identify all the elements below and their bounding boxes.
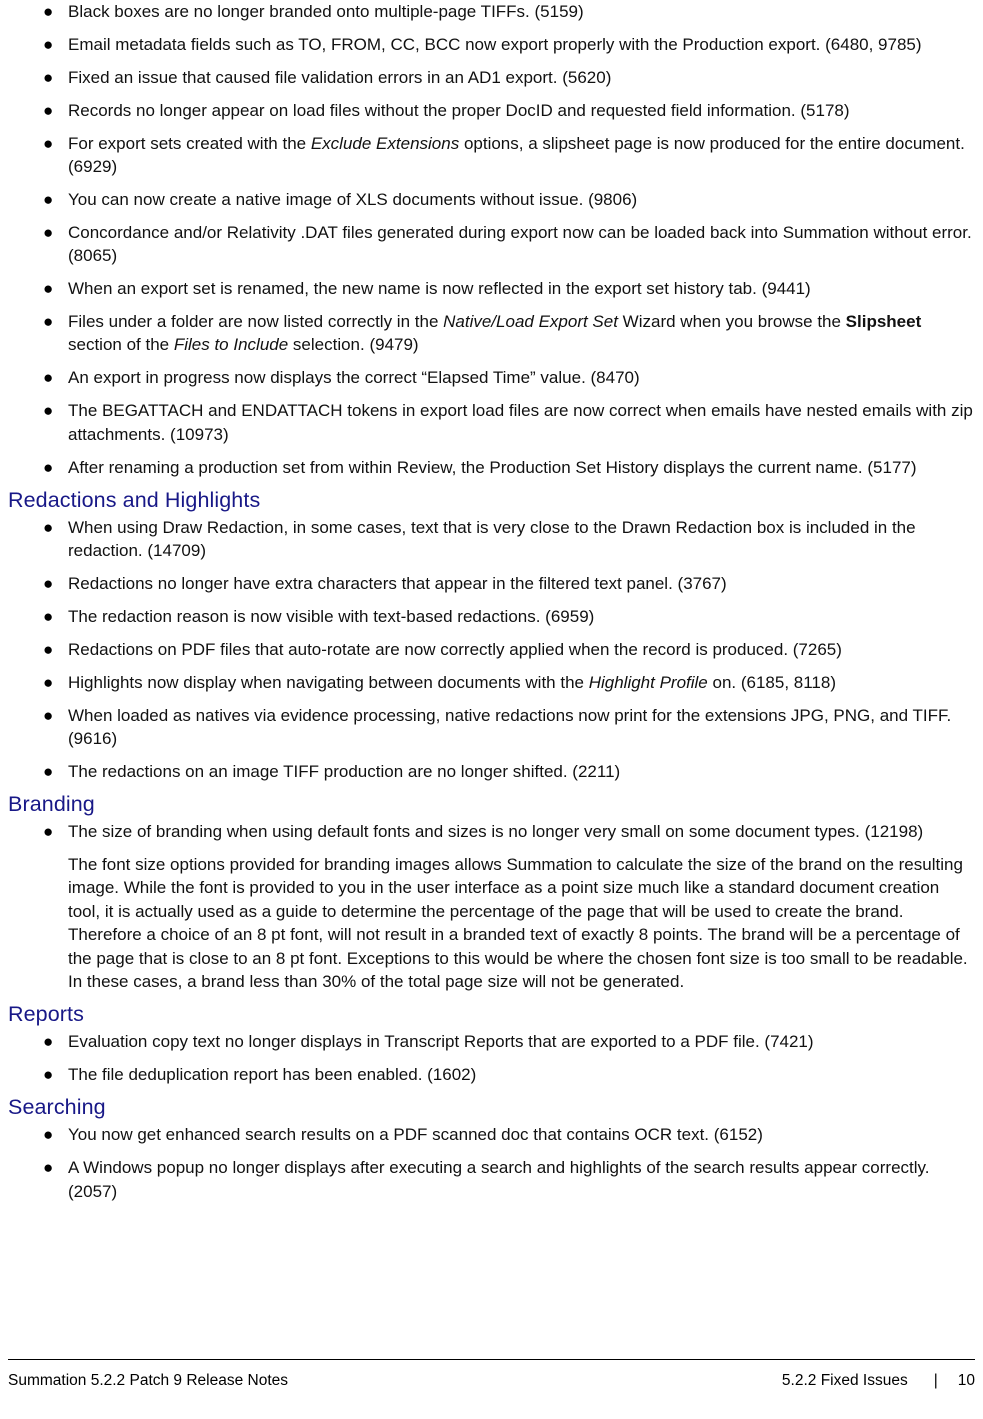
emphasis-text: Exclude Extensions xyxy=(310,133,460,153)
bullet-icon: ● xyxy=(43,761,54,781)
list-item xyxy=(0,605,983,628)
list-item-text xyxy=(68,820,975,843)
body-paragraph xyxy=(0,853,983,993)
list-item-text xyxy=(68,1063,975,1086)
bullet-icon: ● xyxy=(43,67,54,87)
text-run: The redactions on an image TIFF production are no longer shifted. (2211) xyxy=(68,761,621,781)
bullet-icon: ● xyxy=(43,279,54,299)
bullet-icon: ● xyxy=(43,401,54,421)
list-item xyxy=(0,456,983,479)
list-item xyxy=(0,572,983,595)
list-item-text xyxy=(68,310,975,357)
bullet-icon: ● xyxy=(43,672,54,692)
text-run: Files under a folder are now listed correctly in the xyxy=(68,312,444,332)
list-item-text xyxy=(68,399,975,446)
list-item xyxy=(0,1063,983,1086)
list-item-text xyxy=(68,638,975,661)
list-item xyxy=(0,760,983,783)
text-run: When using Draw Redaction, in some cases, text that is very close to the Drawn Redaction box is included in the redaction. (14709) xyxy=(68,517,916,561)
list-item xyxy=(0,221,983,268)
list-item xyxy=(0,1156,983,1203)
text-run: When an export set is renamed, the new name is now reflected in the export set history tab. (9441) xyxy=(68,279,811,299)
footer-page-number: 10 xyxy=(957,1372,975,1389)
section-heading: Branding xyxy=(8,792,95,817)
list-item-text xyxy=(68,132,975,179)
bullet-icon: ● xyxy=(43,1065,54,1085)
bullet-icon: ● xyxy=(43,606,54,626)
list-item xyxy=(0,0,983,23)
bullet-icon: ● xyxy=(43,1125,54,1145)
section-heading: Redactions and Highlights xyxy=(8,488,261,512)
footer-document-title: Summation 5.2.2 Patch 9 Release Notes xyxy=(8,1372,289,1389)
list-item-text xyxy=(68,704,975,751)
text-run: Redactions no longer have extra characters that appear in the filtered text panel. (3767) xyxy=(68,574,727,594)
list-item-text xyxy=(68,605,975,628)
list-item xyxy=(0,277,983,300)
bullet-icon: ● xyxy=(43,312,54,332)
text-run: Highlights now display when navigating between documents with the xyxy=(68,672,589,692)
list-item-text xyxy=(68,671,975,694)
text-run: The file deduplication report has been enabled. (1602) xyxy=(68,1065,477,1085)
bullet-icon: ● xyxy=(43,1032,54,1052)
text-run: The redaction reason is now visible with text-based redactions. (6959) xyxy=(68,606,595,626)
text-run: After renaming a production set from within Review, the Production Set History displays the current name. (5177) xyxy=(68,457,917,477)
page-footer xyxy=(0,1359,983,1419)
footer-divider xyxy=(8,1359,975,1360)
bullet-icon: ● xyxy=(43,639,54,659)
text-run: You now get enhanced search results on a PDF scanned doc that contains OCR text. (6152) xyxy=(68,1125,763,1145)
list-item-text xyxy=(68,1156,975,1203)
text-run: The size of branding when using default fonts and sizes is no longer very small on some document types. (12198) xyxy=(68,822,924,842)
list-item-text xyxy=(68,1030,975,1053)
text-run: Wizard when you browse the xyxy=(617,312,846,332)
list-item xyxy=(0,366,983,389)
bullet-icon: ● xyxy=(43,574,54,594)
list-item xyxy=(0,704,983,751)
list-item-text xyxy=(68,221,975,268)
footer-section-label: 5.2.2 Fixed Issues xyxy=(781,1372,908,1389)
list-item-text xyxy=(68,366,975,389)
section-heading: Searching xyxy=(8,1095,106,1120)
bullet-icon: ● xyxy=(43,457,54,477)
list-item-text xyxy=(68,0,975,23)
footer-right-group xyxy=(782,1371,975,1390)
text-run: Evaluation copy text no longer displays in Transcript Reports that are exported to a PDF file. (7421) xyxy=(68,1032,814,1052)
list-item xyxy=(0,1123,983,1146)
list-item-text xyxy=(68,66,975,89)
text-run: The BEGATTACH and ENDATTACH tokens in export load files are now correct when emails have nested emails with zip attachments. (10973) xyxy=(68,401,973,444)
list-item xyxy=(0,671,983,694)
text-run: section of the xyxy=(68,335,174,355)
list-item-text xyxy=(68,188,975,211)
list-item-text xyxy=(68,572,975,595)
text-run: When loaded as natives via evidence processing, native redactions now print for the extensions JPG, PNG, and TIFF. (9616) xyxy=(68,705,952,749)
bullet-icon: ● xyxy=(43,517,54,537)
text-run: options, a slipsheet page is now produced for the entire document. (6929) xyxy=(68,133,965,177)
list-item xyxy=(0,1030,983,1053)
list-item xyxy=(0,99,983,122)
list-item xyxy=(0,188,983,211)
strong-text: Slipsheet xyxy=(845,312,922,332)
text-run: A Windows popup no longer displays after executing a search and highlights of the search results appear correctly. (2057) xyxy=(68,1158,930,1201)
text-run: Concordance and/or Relativity .DAT files generated during export now can be loaded back into Summation without error. (8065) xyxy=(68,222,972,266)
bullet-icon: ● xyxy=(43,822,54,842)
list-item xyxy=(0,516,983,563)
list-item-text xyxy=(68,1123,975,1146)
list-item xyxy=(0,66,983,89)
text-run: Redactions on PDF files that auto-rotate are now correctly applied when the record is produced. (7265) xyxy=(68,639,842,659)
list-item-text xyxy=(68,516,975,563)
text-run: Email metadata fields such as TO, FROM, CC, BCC now export properly with the Production export. (6480, 9785) xyxy=(68,34,922,54)
text-run: on. (6185, 8118) xyxy=(707,672,836,692)
bullet-icon: ● xyxy=(43,1158,54,1178)
text-run: Records no longer appear on load files without the proper DocID and requested field information. (5178) xyxy=(68,100,850,120)
list-item xyxy=(0,820,983,843)
emphasis-text: Highlight Profile xyxy=(588,672,708,692)
list-item-text xyxy=(68,456,975,479)
text-run: Black boxes are no longer branded onto multiple-page TIFFs. (5159) xyxy=(68,2,584,21)
text-run: selection. (9479) xyxy=(288,335,419,355)
bullet-icon: ● xyxy=(43,100,54,120)
text-run: The font size options provided for branding images allows Summation to calculate the size of the brand on the resulting image. While the font is provided to you in the user interface as a point size much like a standard document creation tool, it is actually used as a guide to determine the percentage of the page that will be used to create the brand. Therefore a choice of an 8 pt font, will not result in a branded text of exactly 8 points. The brand will be a percentage of the page that is close to an 8 pt font. Exceptions to this would be where the chosen font size is too small to be readable. In these cases, a brand less than 30% of the total page size will not be generated. xyxy=(68,855,968,992)
list-item xyxy=(0,399,983,446)
bullet-icon: ● xyxy=(43,2,54,21)
bullet-icon: ● xyxy=(43,133,54,153)
list-item xyxy=(0,33,983,56)
text-run: For export sets created with the xyxy=(68,133,311,153)
footer-separator: | xyxy=(933,1372,938,1389)
bullet-icon: ● xyxy=(43,705,54,725)
emphasis-text: Files to Include xyxy=(173,335,289,355)
footer-content xyxy=(8,1371,975,1390)
list-item xyxy=(0,310,983,357)
list-item-text xyxy=(68,277,975,300)
emphasis-text: Native/Load Export Set xyxy=(443,312,618,332)
list-item xyxy=(0,132,983,179)
text-run: Fixed an issue that caused file validation errors in an AD1 export. (5620) xyxy=(68,67,612,87)
list-item-text xyxy=(68,760,975,783)
text-run: An export in progress now displays the correct “Elapsed Time” value. (8470) xyxy=(68,368,640,388)
text-run: You can now create a native image of XLS documents without issue. (9806) xyxy=(68,189,638,209)
list-item xyxy=(0,638,983,661)
section-heading: Reports xyxy=(8,1002,84,1027)
bullet-icon: ● xyxy=(43,189,54,209)
bullet-icon: ● xyxy=(43,34,54,54)
list-item-text xyxy=(68,99,975,122)
list-item-text xyxy=(68,33,975,56)
bullet-icon: ● xyxy=(43,222,54,242)
bullet-icon: ● xyxy=(43,368,54,388)
